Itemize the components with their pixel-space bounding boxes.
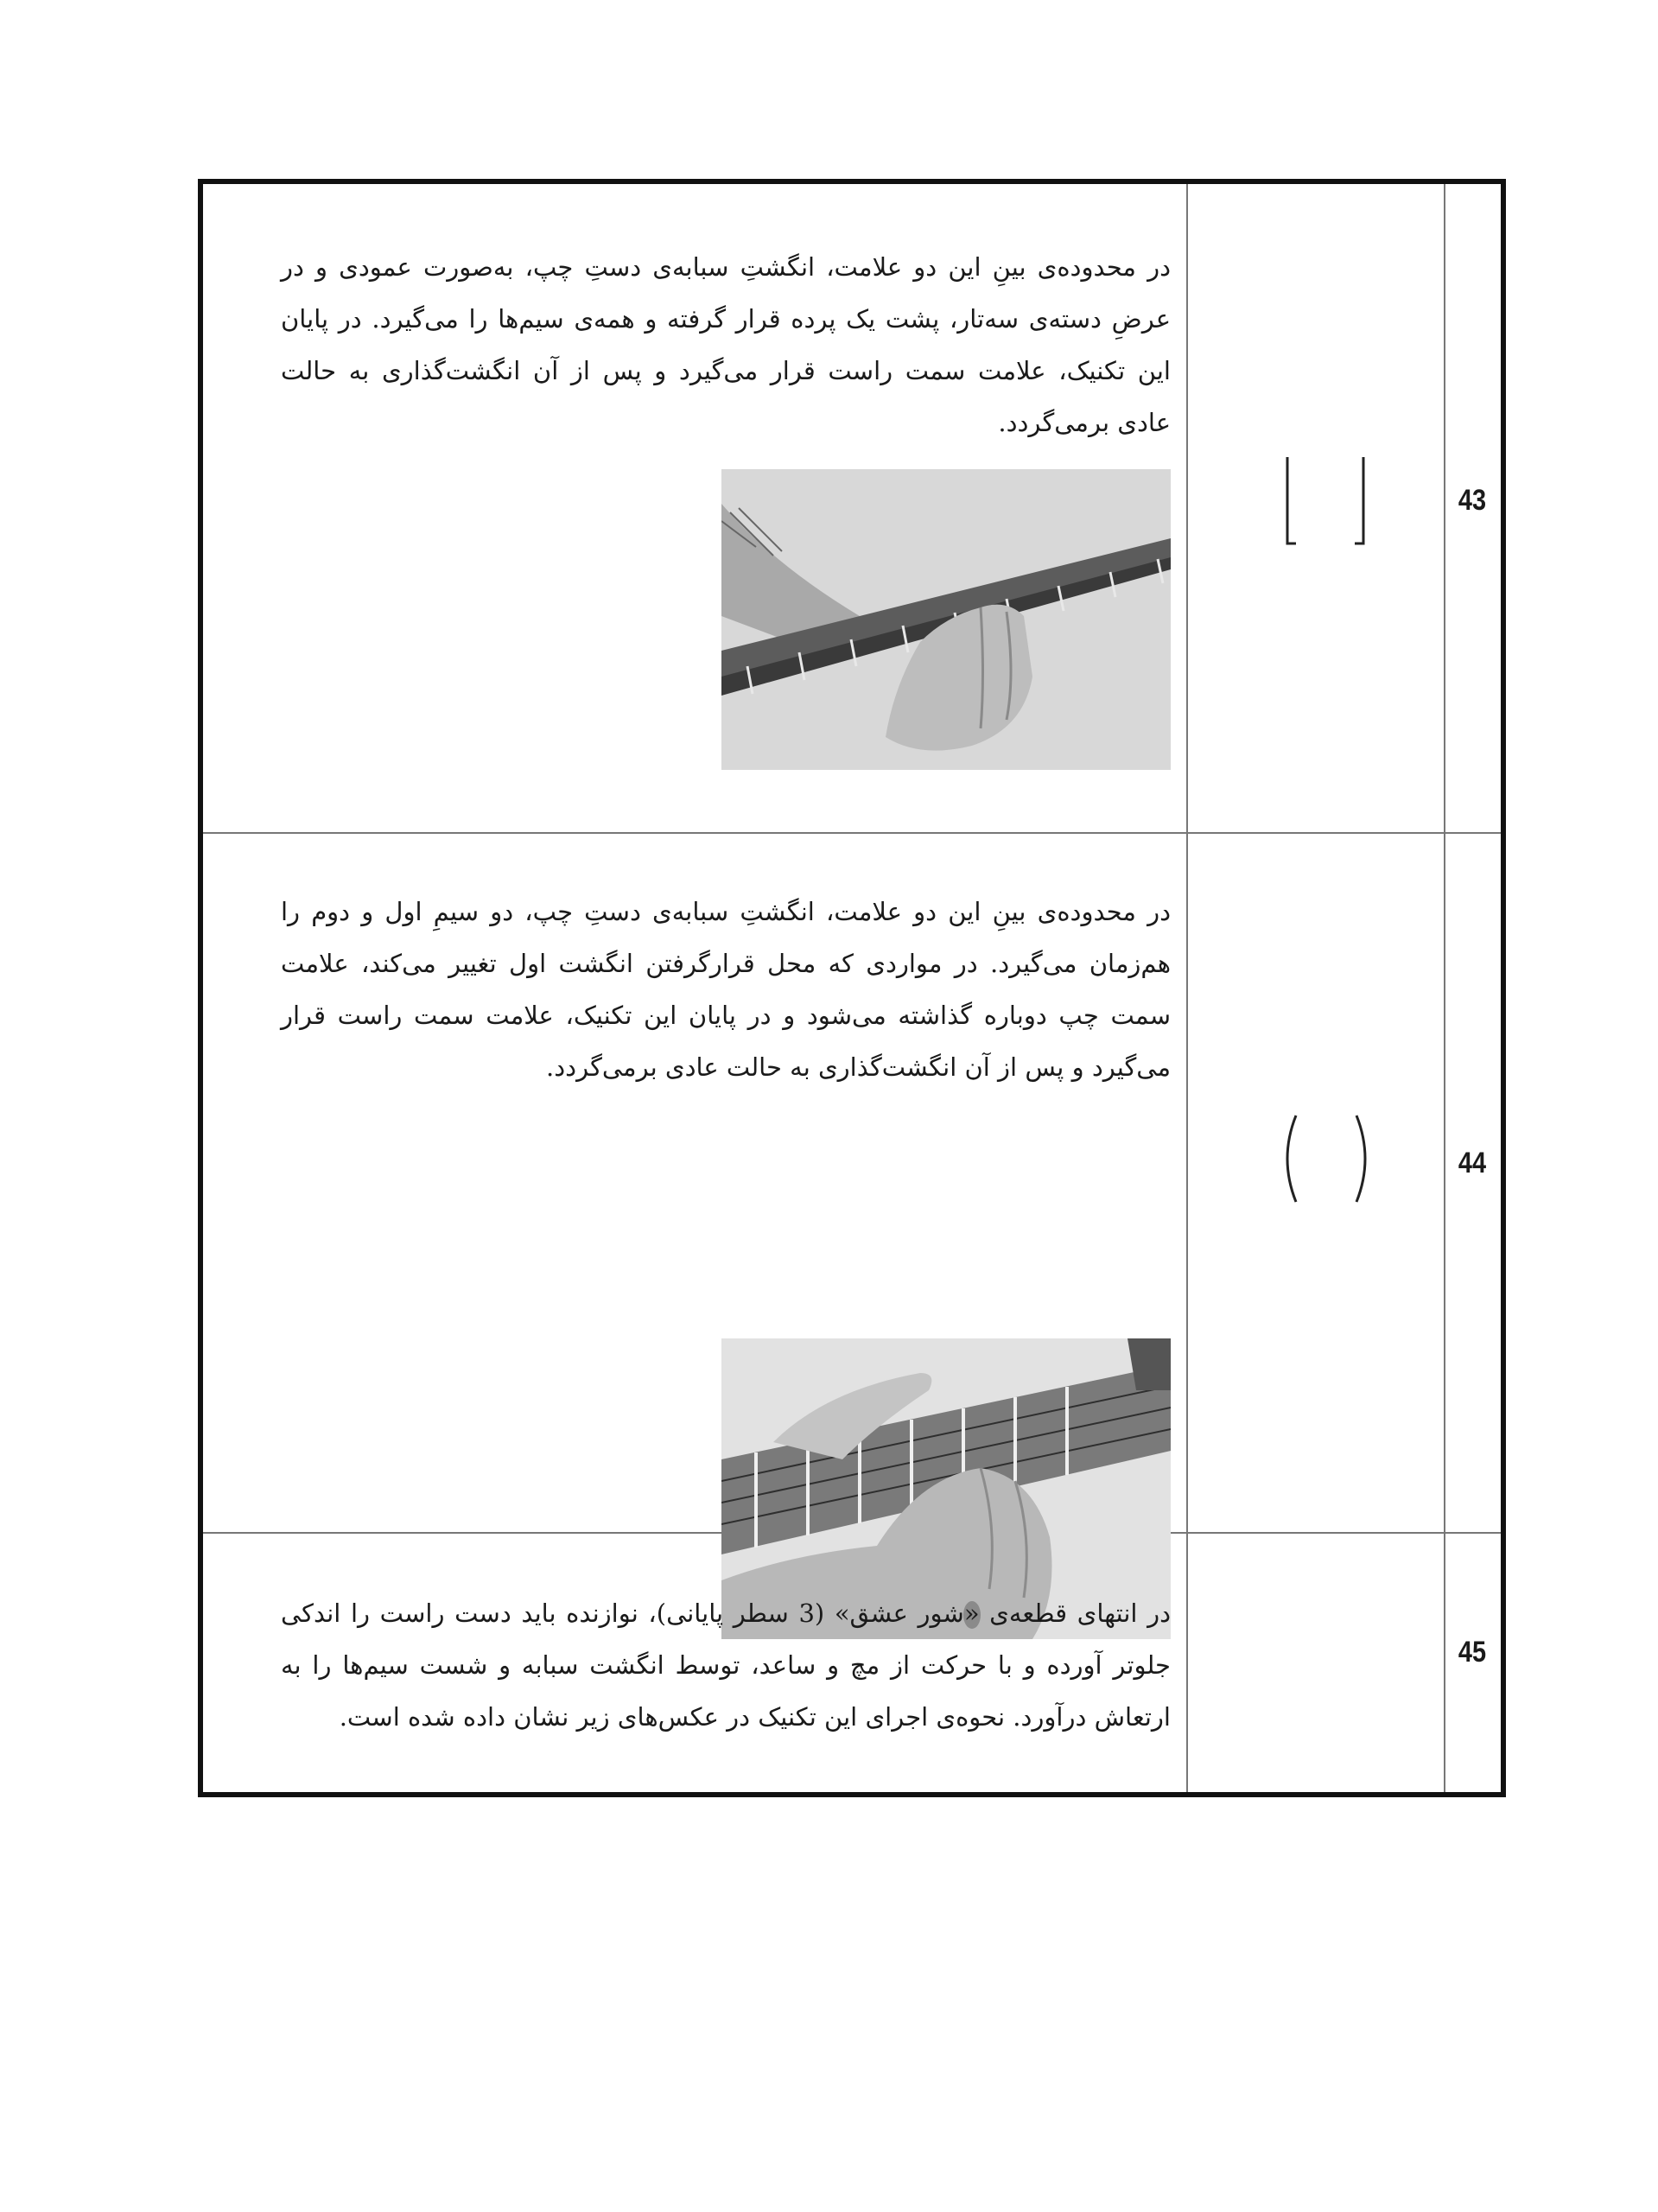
technique-description: در محدوده‌ی بینِ این دو علامت، انگشتِ سبابه‌ی دستِ چپ، به‌صورت عمودی و در عرضِ دسته‌ی سه‌تار، پشت یک پرده قرار گرفته و همه‌ی سیم‌ها را می‌گیرد. در پایان این تکنیک، علامت سمت راست قرار می‌گیرد و پس از آن انگشت‌گذاری به حالت عادی برمی‌گردد.: [281, 252, 1171, 437]
column-divider: [1444, 1534, 1445, 1792]
column-divider: [1186, 184, 1188, 832]
row-number: 45: [1458, 1636, 1487, 1669]
row-number: 43: [1458, 484, 1487, 517]
parenthesis-sign-icon: [1277, 1109, 1381, 1212]
photo-index-finger-barre: [721, 469, 1171, 770]
column-divider: [1186, 1534, 1188, 1792]
bracket-sign-icon: [1277, 450, 1381, 554]
technique-description: در انتهای قطعه‌ی «شور عشق» (3 سطر پایانی)، نوازنده باید دست راست را اندکی جلوتر آورده و با حرکت از مچ و ساعد، توسط انگشت سبابه و شست سیم‌ها را به ارتعاش درآورد. نحوه‌ی اجرای این تکنیک در عکس‌های زیر نشان داده شده است.: [281, 1599, 1171, 1732]
column-divider: [1444, 184, 1445, 832]
table-row: [203, 834, 1501, 1534]
technique-description: در محدوده‌ی بینِ این دو علامت، انگشتِ سبابه‌ی دستِ چپ، دو سیمِ اول و دوم را هم‌زمان می‌گیرد. در مواردی که محل قرارگرفتن انگشت اول تغییر می‌کند، علامت سمت چپ دوباره گذاشته می‌شود و در پایان این تکنیک، علامت سمت راست قرار می‌گیرد و پس از آن انگشت‌گذاری به حالت عادی برمی‌گردد.: [281, 897, 1171, 1082]
table-row: [203, 1534, 1501, 1792]
table-row: [203, 184, 1501, 834]
technique-table: [198, 179, 1506, 1797]
column-divider: [1186, 834, 1188, 1532]
row-number: 44: [1458, 1147, 1487, 1179]
hand-on-neck-image: [721, 469, 1171, 770]
column-divider: [1444, 834, 1445, 1532]
